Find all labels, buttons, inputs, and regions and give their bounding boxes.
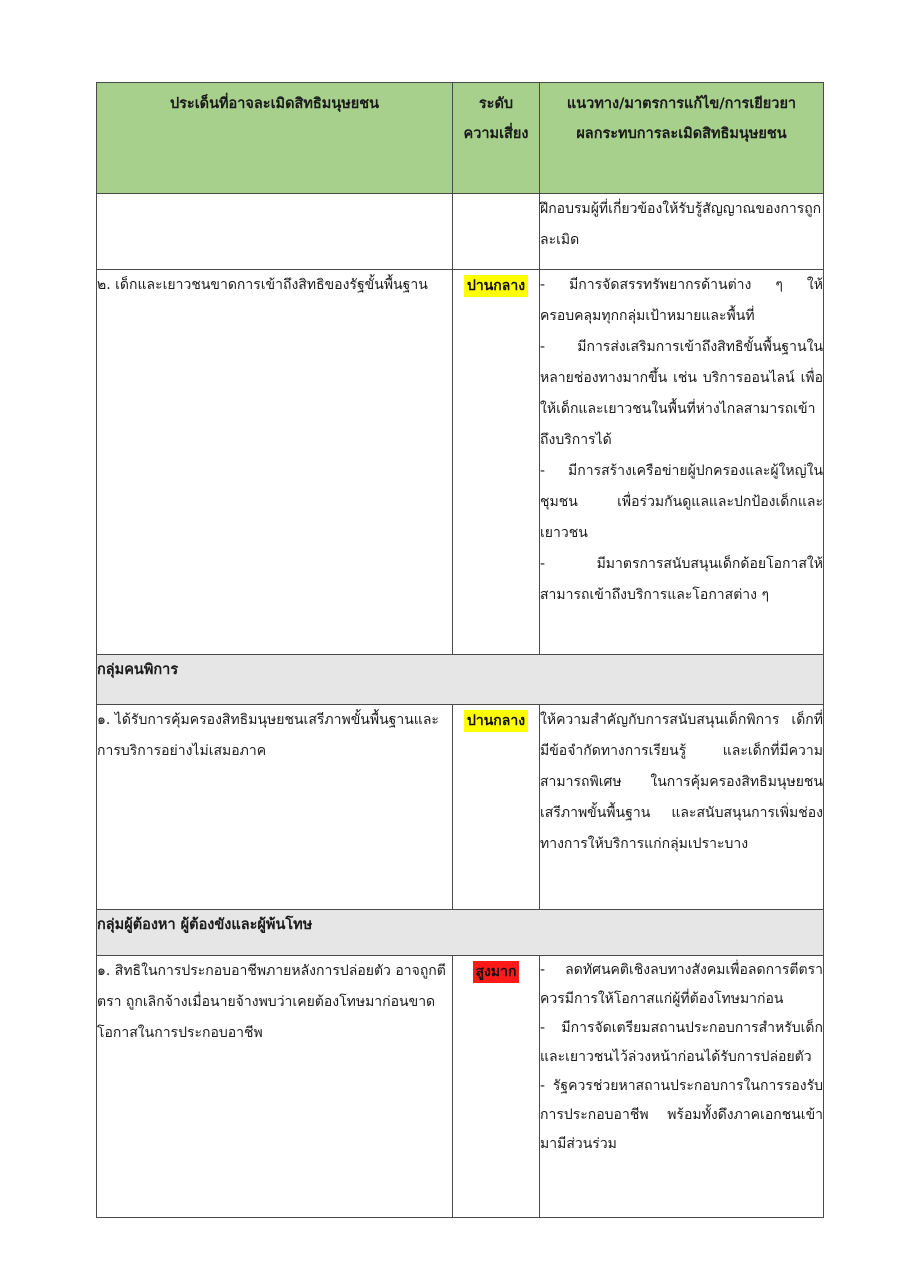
header-risk-level [453,83,540,194]
measure-item: ให้ความสำคัญกับการสนับสนุนเด็กพิการ เด็กที่มีข้อจำกัดทางการเรียนรู้ และเด็กที่มีความสามารถพิเศษ ในการคุ้มครองสิทธิมนุษยชนเสรีภาพขั้นพื้นฐาน และสนับสนุนการเพิ่มช่องทางการให้บริการแก่กลุ่มเปราะบาง [540,712,823,852]
measure-item: - มีการส่งเสริมการเข้าถึงสิทธิขั้นพื้นฐานในหลายช่องทางมากขึ้น เช่น บริการออนไลน์ เพื่อให้เด็กและเยาวชนในพื้นที่ห่างไกลสามารถเข้าถึงบริการได้ [540,339,823,448]
risk-cell [453,705,540,910]
table-row [97,194,824,270]
measures-cell [540,956,824,1218]
issue-cell: ๑. ได้รับการคุ้มครองสิทธิมนุษยชนเสรีภาพขั้นพื้นฐานและการบริการอย่างไม่เสมอภาค [97,705,453,910]
header-issue [97,83,453,194]
risk-cell [453,194,540,270]
table-header-row [97,83,824,194]
measure-item: - มีการจัดสรรทรัพยากรด้านต่าง ๆ ให้ครอบคลุมทุกกลุ่มเป้าหมายและพื้นที่ [540,277,823,324]
risk-badge-very-high: สูงมาก [473,961,520,983]
measure-item: - ลดทัศนคติเชิงลบทางสังคมเพื่อลดการตีตรา ควรมีการให้โอกาสแก่ผู้ที่ต้องโทษมาก่อน [540,962,823,1007]
group-row-inmates [97,910,824,956]
risk-cell [453,270,540,655]
header-measures [540,83,824,194]
group-row-disabled [97,655,824,705]
measures-cell [540,705,824,910]
measures-cell [540,194,824,270]
risk-badge-medium: ปานกลาง [464,710,528,732]
header-risk-line2: ความเสี่ยง [463,126,529,142]
risk-badge-medium: ปานกลาง [464,275,528,297]
issue-cell [97,194,453,270]
risk-cell [453,956,540,1218]
table-row [97,956,824,1218]
measure-item: - มีมาตรการสนับสนุนเด็กด้อยโอกาสให้สามารถเข้าถึงบริการและโอกาสต่าง ๆ [540,556,823,603]
measure-item: ฝึกอบรมผู้ที่เกี่ยวข้องให้รับรู้สัญญาณของการถูกละเมิด [540,201,822,248]
header-measures-line1: แนวทาง/มาตรการแก้ไข/การเยียวยา [566,96,797,112]
measures-cell [540,270,824,655]
risk-assessment-table [96,82,824,1218]
header-measures-line2: ผลกระทบการละเมิดสิทธิมนุษยชน [576,126,787,142]
issue-cell: ๑. สิทธิในการประกอบอาชีพภายหลังการปล่อยตัว อาจถูกตีตรา ถูกเลิกจ้างเมื่อนายจ้างพบว่าเคยต้องโทษมาก่อนขาดโอกาสในการประกอบอาชีพ [97,956,453,1218]
table-row [97,705,824,910]
measure-item: - รัฐควรช่วยหาสถานประกอบการในการรองรับการประกอบอาชีพ พร้อมทั้งดึงภาคเอกชนเข้ามามีส่วนร่วม [540,1078,823,1152]
measure-item: - มีการจัดเตรียมสถานประกอบการสำหรับเด็กและเยาวชนไว้ล่วงหน้าก่อนได้รับการปล่อยตัว [540,1020,823,1065]
table-row [97,270,824,655]
issue-cell: ๒. เด็กและเยาวชนขาดการเข้าถึงสิทธิของรัฐขั้นพื้นฐาน [97,270,453,655]
header-risk-line1: ระดับ [478,96,514,112]
group-title: กลุ่มผู้ต้องหา ผู้ต้องขังและผู้พ้นโทษ [97,910,824,956]
measure-item: - มีการสร้างเครือข่ายผู้ปกครองและผู้ใหญ่ในชุมชน เพื่อร่วมกันดูแลและปกป้องเด็กและเยาวชน [540,463,823,541]
header-issue-label: ประเด็นที่อาจละเมิดสิทธิมนุษยชน [169,96,380,112]
group-title: กลุ่มคนพิการ [97,655,824,705]
